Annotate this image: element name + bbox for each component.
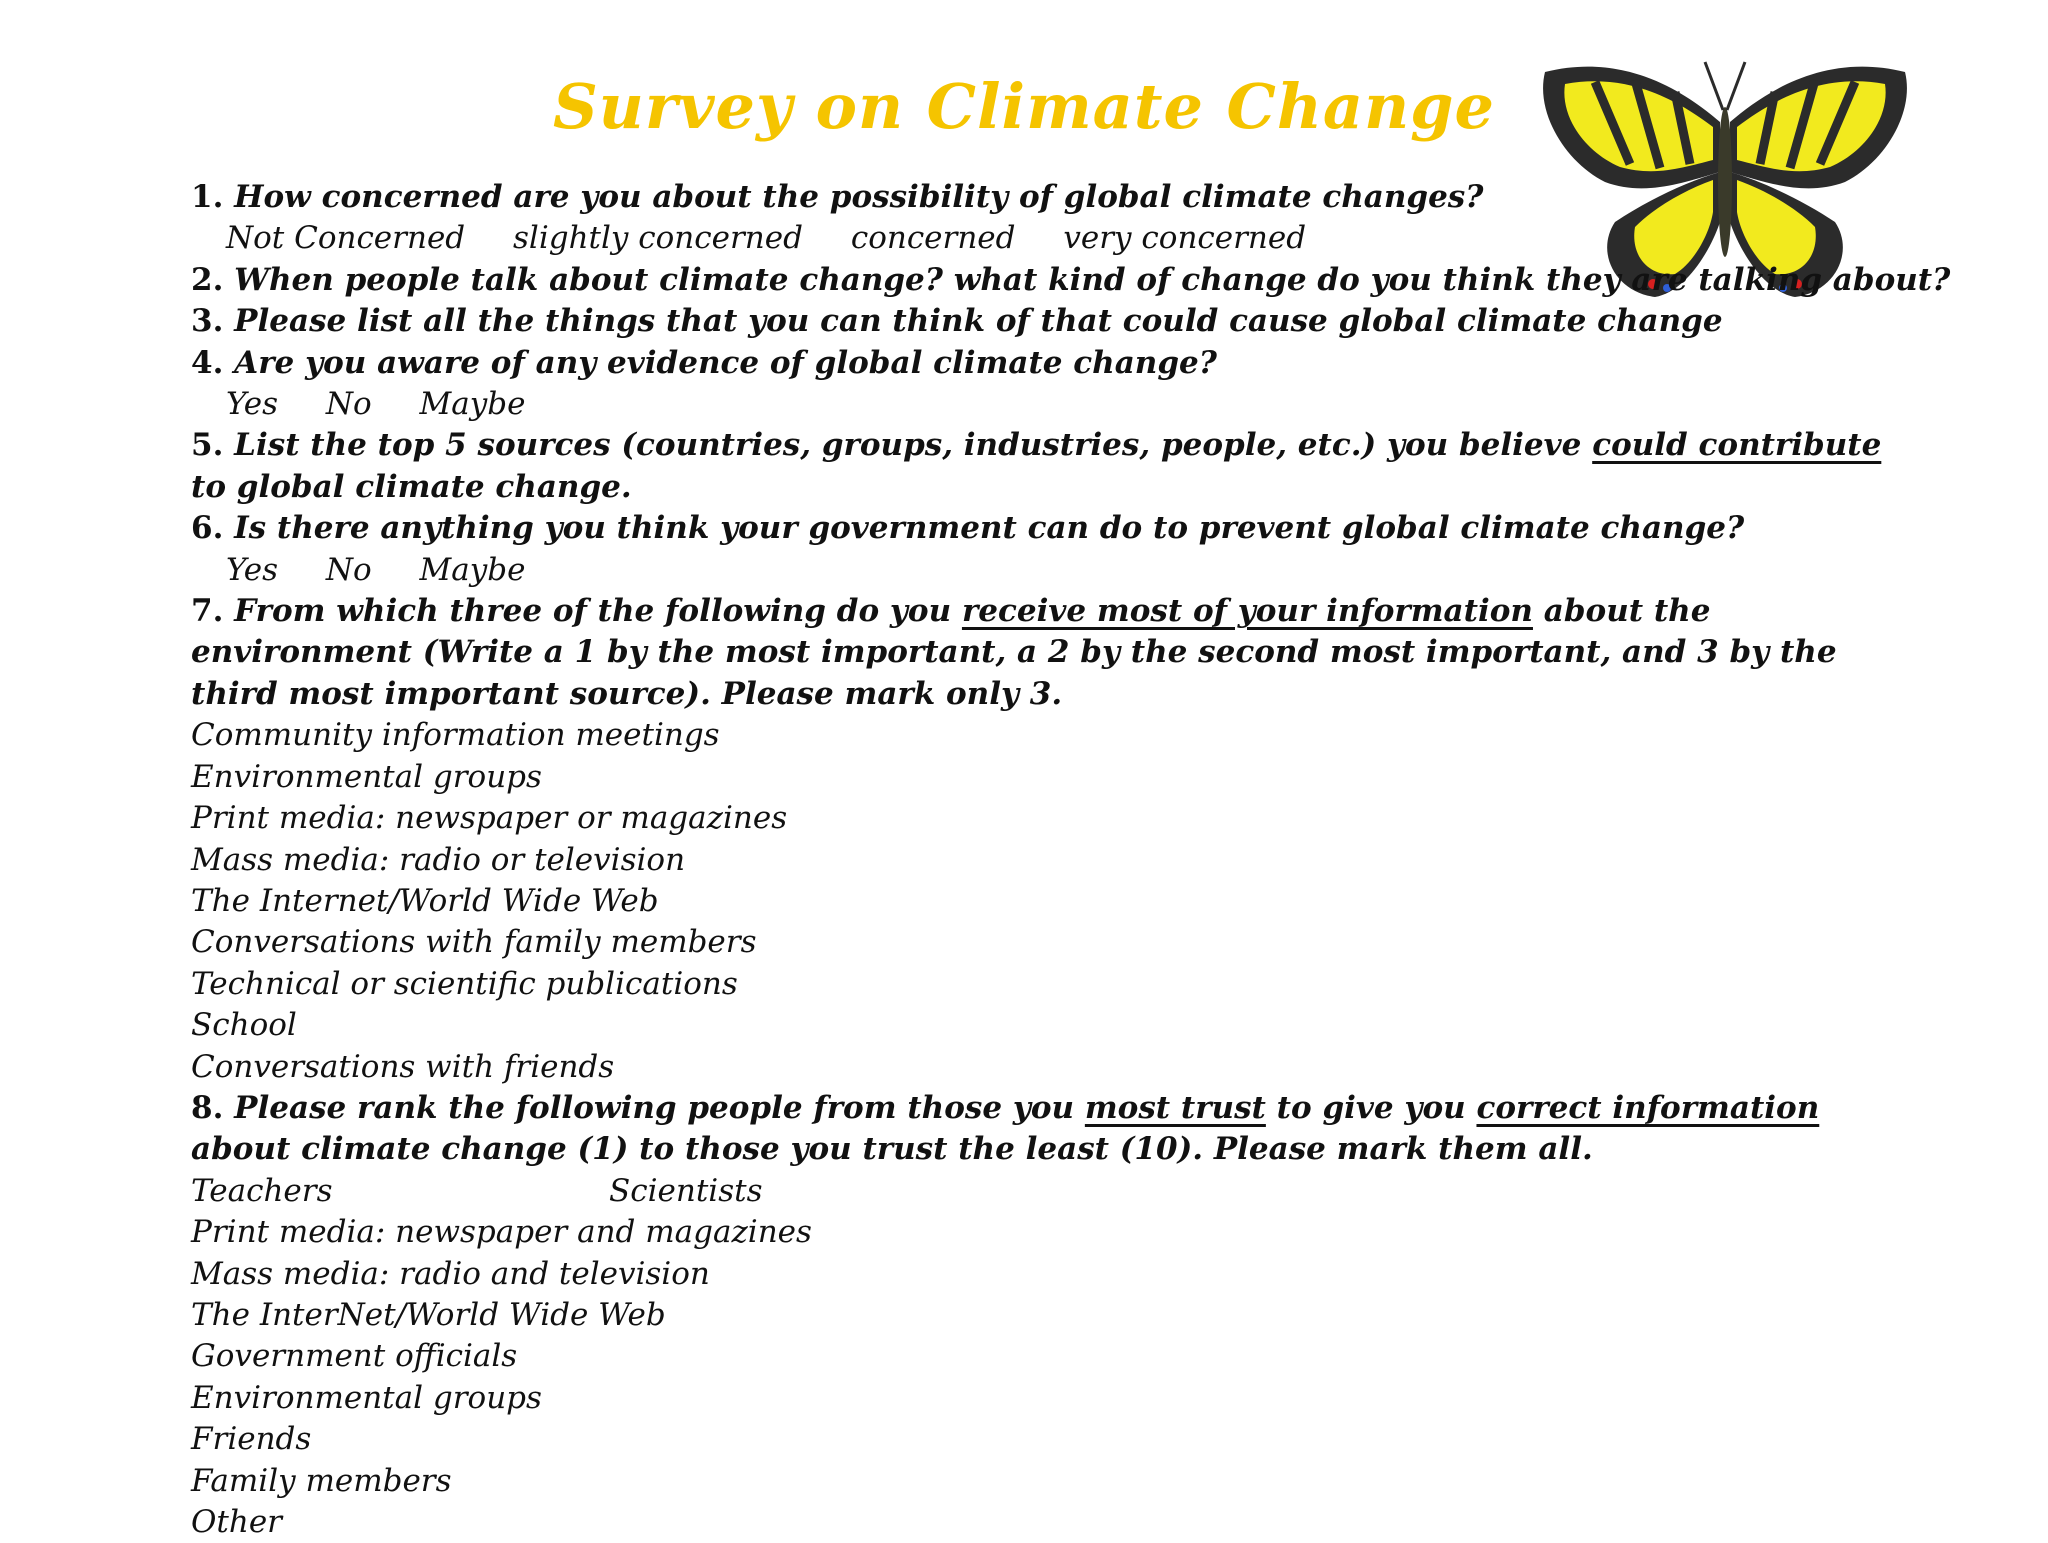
- option-maybe[interactable]: Maybe: [419, 551, 526, 588]
- list-item[interactable]: Mass media: radio or television: [191, 841, 686, 878]
- question-8: 8. Please rank the following people from those you most trust to give you correct information about climate change (1) to those you trust the least (10). Please mark them all.: [191, 1089, 1820, 1168]
- option-concerned[interactable]: concerned: [850, 220, 1016, 257]
- question-5: 5. List the top 5 sources (countries, groups, industries, people, etc.) you believe could contribute to global climate change.: [191, 427, 1882, 505]
- list-item[interactable]: Friends: [191, 1421, 312, 1458]
- list-item: [191, 1171, 1911, 1212]
- question-7: 7. From which three of the following do you receive most of your information about the environment (Write a 1 by the most important, a 2 by the second most important, and 3 by the third most important source). Please mark only 3.: [191, 593, 1837, 712]
- list-item[interactable]: Conversations with family members: [191, 924, 757, 961]
- list-item[interactable]: Government officials: [191, 1338, 518, 1375]
- list-item[interactable]: School: [191, 1007, 297, 1044]
- list-item[interactable]: The Internet/World Wide Web: [191, 882, 659, 919]
- question-3: 3. Please list all the things that you can think of that could cause global climate change: [191, 303, 1723, 340]
- option-yes[interactable]: Yes: [226, 386, 279, 423]
- survey-content: [191, 177, 1951, 1543]
- question-2: 2. When people talk about climate change? what kind of change do you think they are talking about?: [191, 261, 1951, 298]
- option-very-concerned[interactable]: very concerned: [1063, 220, 1307, 257]
- option-slightly-concerned[interactable]: slightly concerned: [513, 220, 803, 257]
- question-4-options: [191, 384, 1911, 425]
- question-1-options: [191, 218, 1911, 259]
- option-no[interactable]: No: [325, 386, 372, 423]
- option-yes[interactable]: Yes: [226, 551, 279, 588]
- list-item-scientists[interactable]: Scientists: [609, 1172, 763, 1209]
- list-item[interactable]: Print media: newspaper or magazines: [191, 800, 788, 837]
- list-item-teachers[interactable]: Teachers: [191, 1172, 333, 1209]
- list-item[interactable]: Environmental groups: [191, 1379, 542, 1416]
- list-item[interactable]: Mass media: radio and television: [191, 1255, 710, 1292]
- list-item[interactable]: Community information meetings: [191, 717, 720, 754]
- list-item[interactable]: Family members: [191, 1462, 452, 1499]
- option-maybe[interactable]: Maybe: [419, 386, 526, 423]
- option-no[interactable]: No: [325, 551, 372, 588]
- question-1: 1. How concerned are you about the possibility of global climate changes?: [191, 179, 1484, 215]
- list-item[interactable]: The InterNet/World Wide Web: [191, 1296, 666, 1333]
- list-item[interactable]: Conversations with friends: [191, 1048, 615, 1085]
- option-not-concerned[interactable]: Not Concerned: [226, 220, 466, 257]
- list-item[interactable]: Technical or scientific publications: [191, 965, 738, 1002]
- question-4: 4. Are you aware of any evidence of global climate change?: [191, 344, 1217, 381]
- page-title: Survey on Climate Change: [553, 70, 1495, 143]
- list-item[interactable]: Print media: newspaper and magazines: [191, 1214, 812, 1251]
- list-item[interactable]: Other: [191, 1504, 283, 1540]
- list-item[interactable]: Environmental groups: [191, 758, 542, 795]
- question-6: 6. Is there anything you think your government can do to prevent global climate change?: [191, 510, 1745, 547]
- question-6-options: [191, 550, 1911, 591]
